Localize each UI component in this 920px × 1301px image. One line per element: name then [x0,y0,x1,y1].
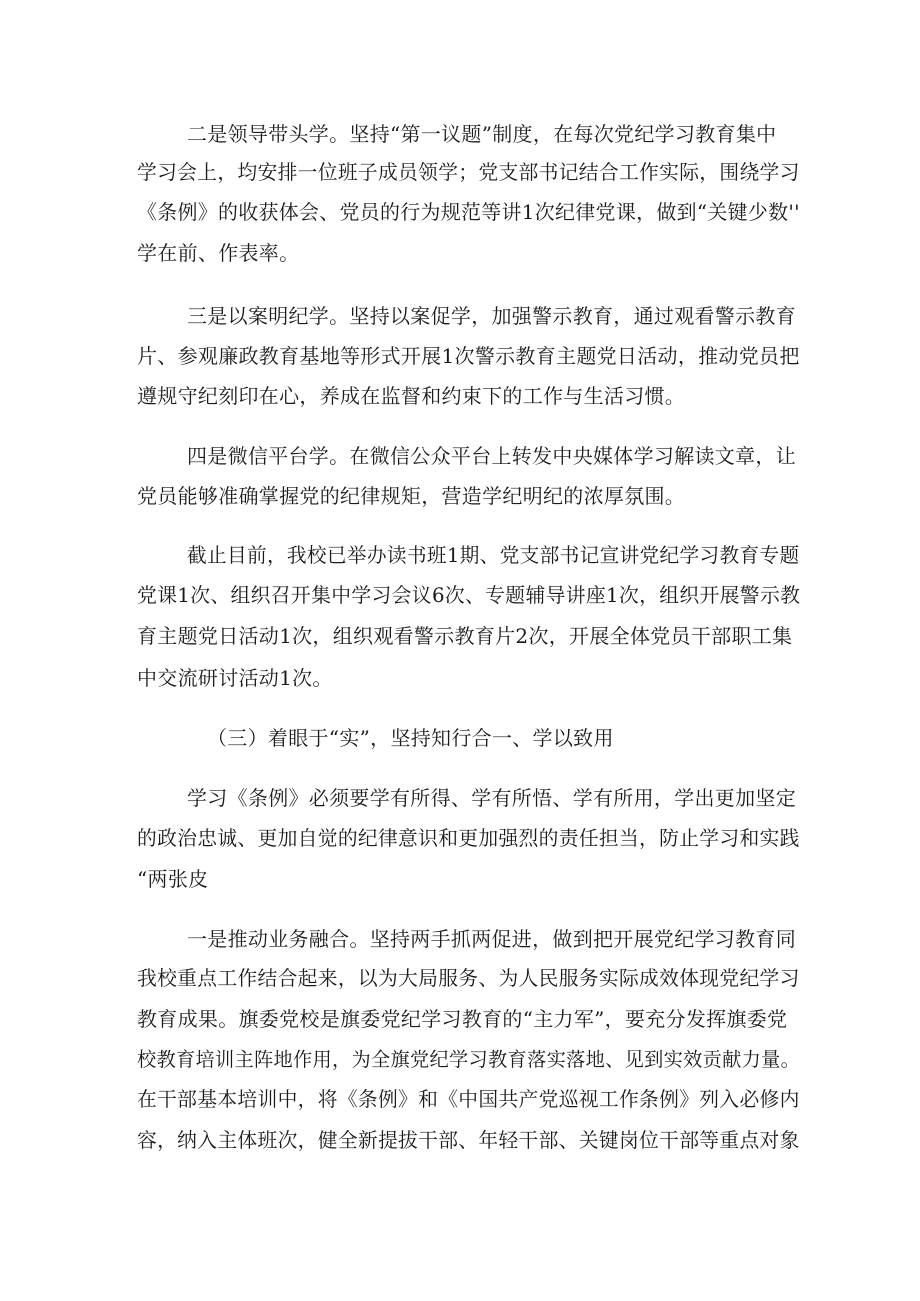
p2-line-2: 片、参观廉政教育基地等形式开展1次警示教育主题党日活动，推动党员把 [137,344,800,368]
p4-line-1: 截止目前，我校已举办读书班1期、党支部书记宣讲党纪学习教育专题 [187,544,800,567]
p4-line-2: 党课1次、组织召开集中学习会议6次、专题辅导讲座1次，组织开展警示教 [137,584,801,607]
p3-line-2: 党员能够准确掌握党的纪律规矩，营造学纪明纪的浓厚氛围。 [137,484,686,508]
p1-line-3: 《条例》的收获体会、党员的行为规范等讲1次纪律党课，做到“关键少数'' [137,200,800,224]
p4-line-3: 育主题党日活动1次，组织观看警示教育片2次，开展全体党员干部职工集 [137,624,793,648]
section-heading-3: （三）着眼于“实”，坚持知行合一、学以致用 [207,726,614,750]
p2-line-3: 遵规守纪刻印在心，养成在监督和约束下的工作与生活习惯。 [137,384,686,408]
p6-line-6: 容，纳入主体班次，健全新提拔干部、年轻干部、关键岗位干部等重点对象 [137,1129,800,1152]
p6-line-2: 我校重点工作结合起来，以为大局服务、为人民服务实际成效体现党纪学习 [137,967,800,990]
p1-line-2: 学习会上，均安排一位班子成员领学；党支部书记结合工作实际，围绕学习 [137,161,800,184]
p3-line-1: 四是微信平台学。在微信公众平台上转发中央媒体学习解读文章，让 [187,444,796,468]
p5-line-3: “两张皮 [137,867,209,891]
p2-line-1: 三是以案明纪学。坚持以案促学，加强警示教育，通过观看警示教育 [187,304,796,328]
p6-line-5: 在干部基本培训中，将《条例》和《中国共产党巡视工作条例》列入必修内 [137,1088,800,1111]
p5-line-2: 的政治忠诚、更加自觉的纪律意识和更加强烈的责任担当，防止学习和实践 [137,827,800,850]
p6-line-4: 校教育培训主阵地作用，为全旗党纪学习教育落实落地、见到实效贡献力量。 [137,1048,801,1071]
p1-line-1: 二是领导带头学。坚持“第一议题”制度，在每次党纪学习教育集中 [187,122,777,146]
p4-line-4: 中交流研讨活动1次。 [137,666,333,690]
p1-line-4: 学在前、作表率。 [137,241,300,265]
p5-line-1: 学习《条例》必须要学有所得、学有所悟、学有所用，学出更加坚定 [187,786,796,810]
p6-line-1: 一是推动业务融合。坚持两手抓两促进，做到把开展党纪学习教育同 [187,927,796,951]
p6-line-3: 教育成果。旗委党校是旗委党纪学习教育的“主力军”，要充分发挥旗委党 [137,1007,788,1031]
